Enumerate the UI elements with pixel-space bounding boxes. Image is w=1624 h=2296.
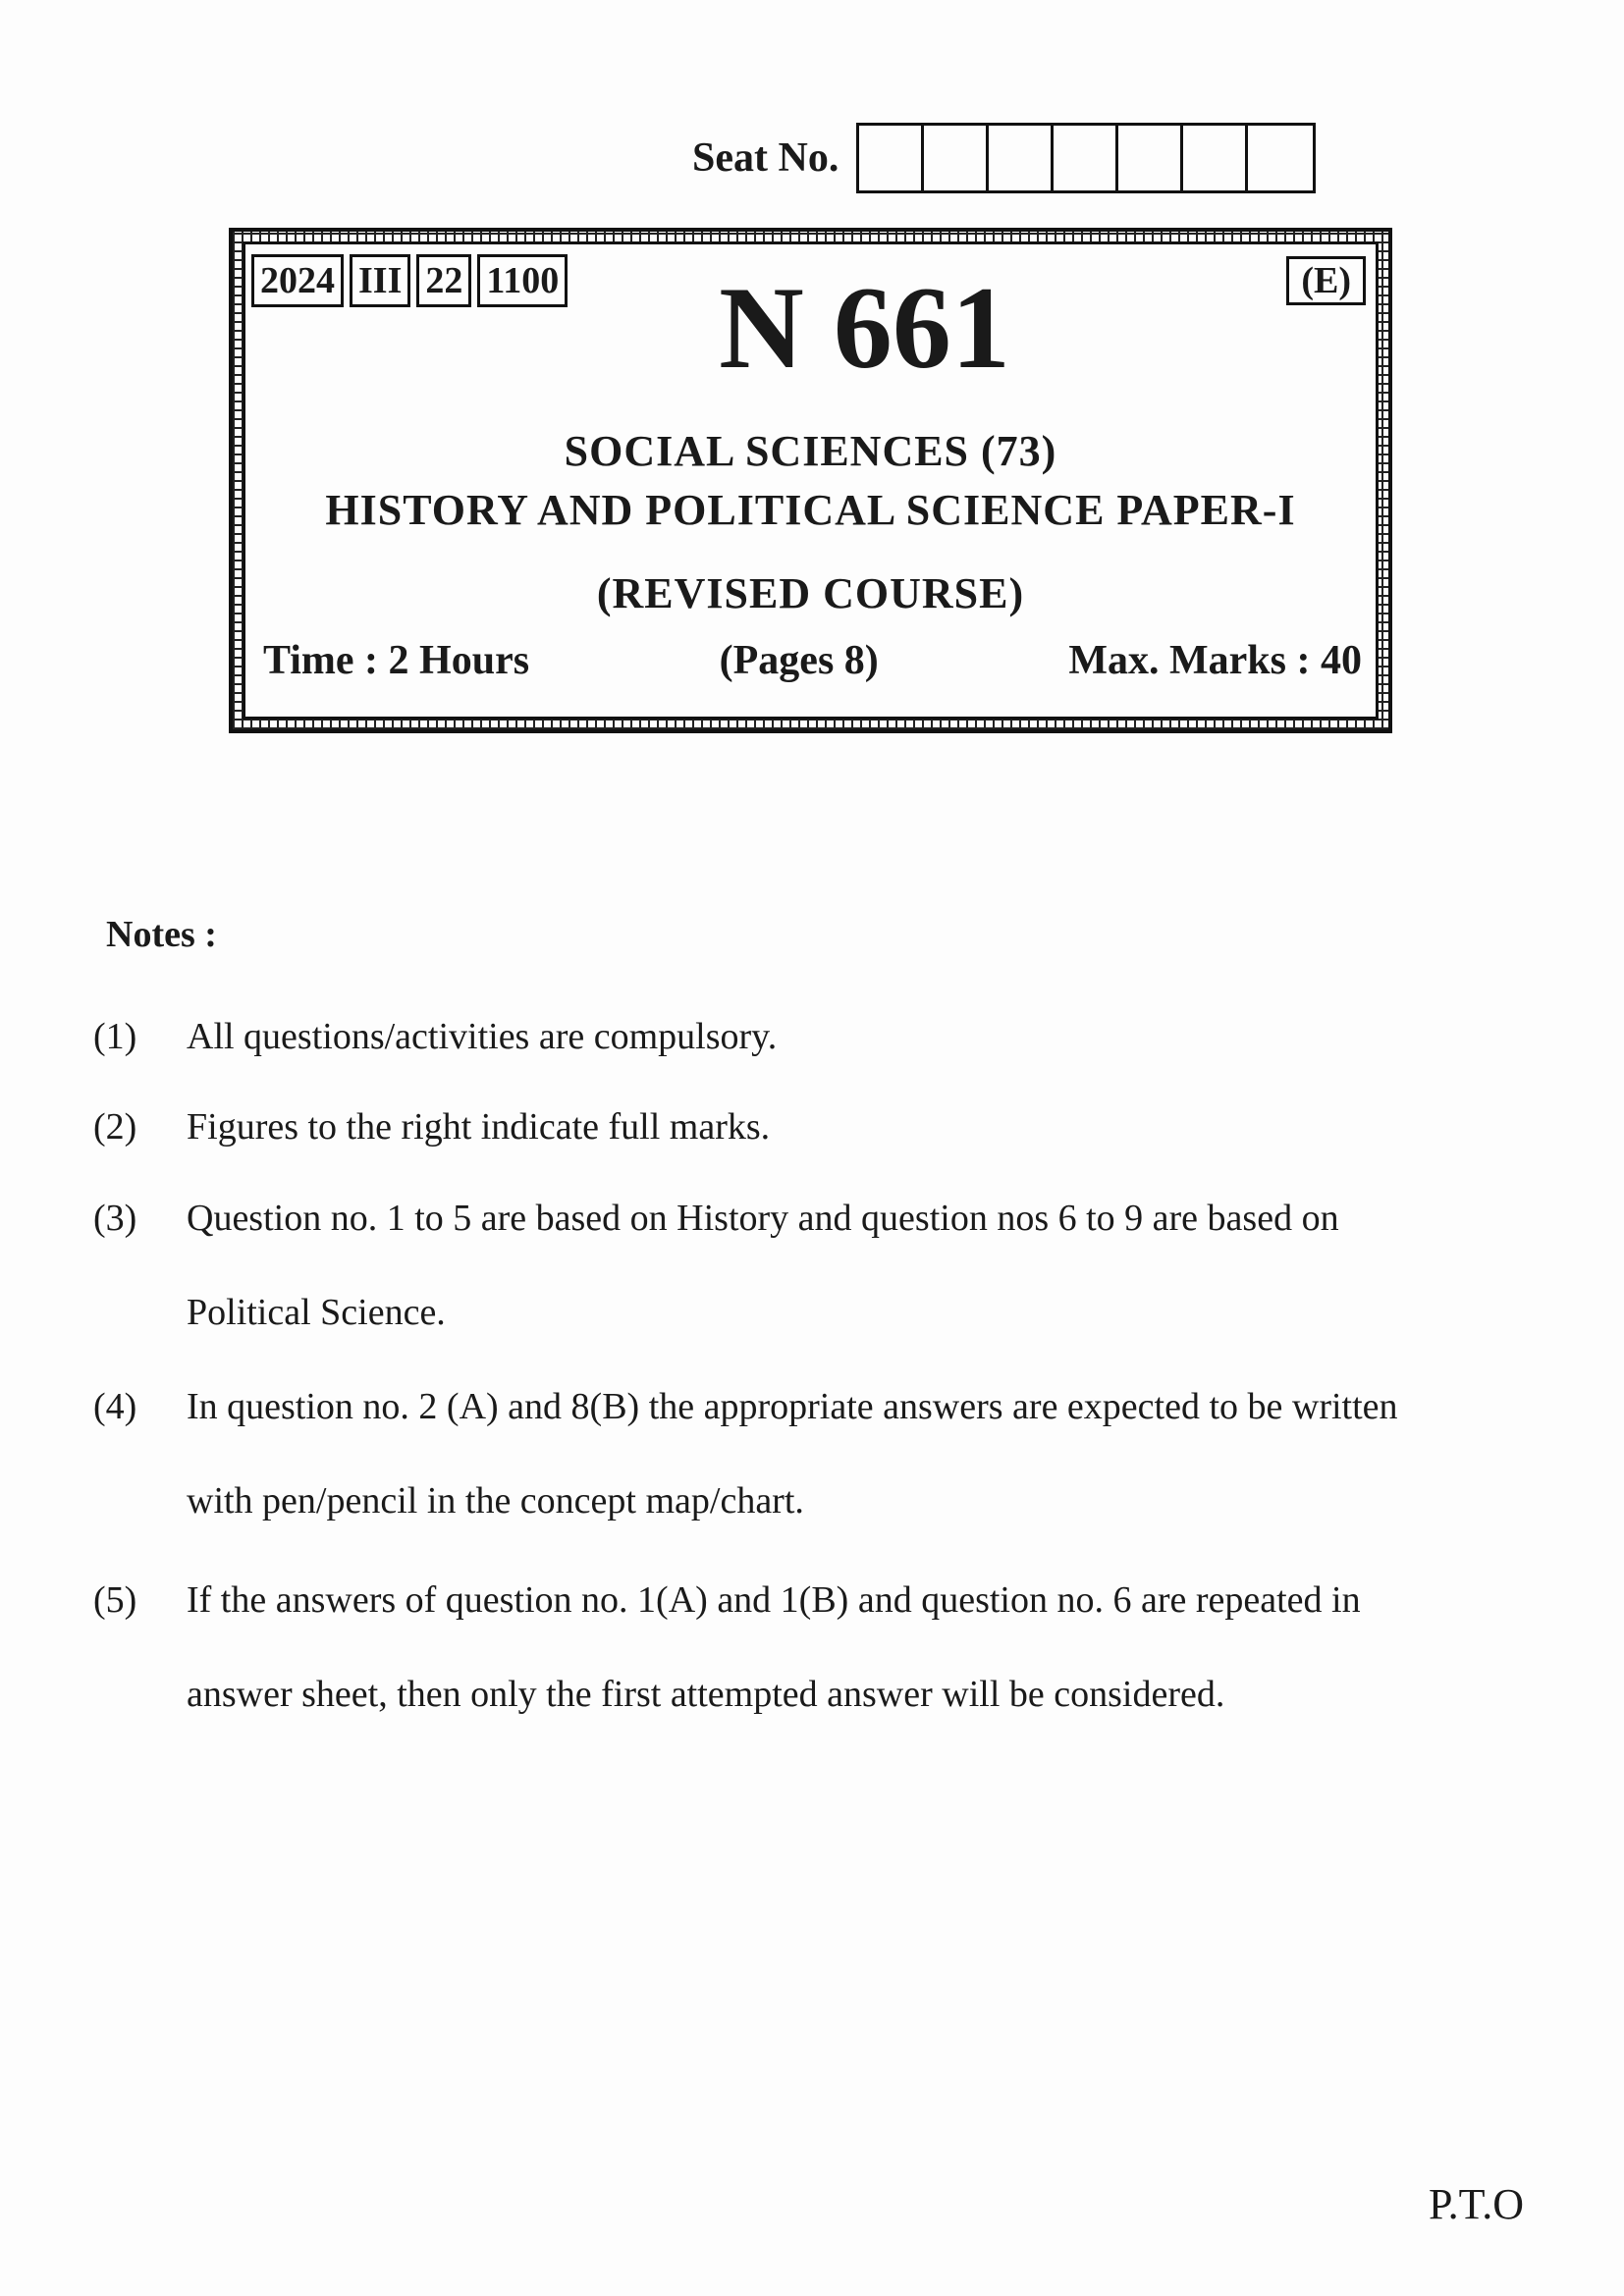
note-text: If the answers of question no. 1(A) and 1(B) and question no. 6 are repeated in answer sheet, then only the first attempted answer will be considered. (187, 1579, 1361, 1715)
seat-digit-box[interactable] (859, 126, 924, 190)
note-text: All questions/activities are compulsory. (187, 1016, 778, 1057)
note-number: (1) (93, 1016, 137, 1057)
seat-digit-box[interactable] (1054, 126, 1118, 190)
note-text: Figures to the right indicate full marks. (187, 1106, 771, 1148)
note-number: (4) (93, 1386, 137, 1427)
note-number: (3) (93, 1198, 137, 1239)
note-text: Question no. 1 to 5 are based on History and question nos 6 to 9 are based on Political Science. (187, 1198, 1339, 1333)
exam-day-code: 22 (416, 254, 471, 307)
note-number: (2) (93, 1106, 137, 1148)
course-label: (REVISED COURSE) (596, 569, 1025, 617)
notes-heading: Notes : (106, 914, 217, 955)
seat-digit-box[interactable] (1248, 126, 1313, 190)
seat-digit-box[interactable] (1118, 126, 1183, 190)
seat-digit-box[interactable] (924, 126, 989, 190)
exam-time-code: 1100 (477, 254, 568, 307)
exam-header-frame (229, 228, 1392, 733)
language-tag: (E) (1286, 256, 1366, 305)
exam-session-code: III (350, 254, 410, 307)
exam-duration: Time : 2 Hours (263, 638, 530, 683)
exam-header (243, 241, 1379, 720)
seat-number-label: Seat No. (692, 135, 839, 181)
note-text: In question no. 2 (A) and 8(B) the appropriate answers are expected to be written with pen/pencil in the concept map/chart. (187, 1386, 1398, 1522)
exam-meta-row (263, 637, 1362, 684)
seat-digit-box[interactable] (1183, 126, 1248, 190)
seat-digit-box[interactable] (989, 126, 1054, 190)
paper-code: N 661 (719, 262, 1010, 393)
paper-title: HISTORY AND POLITICAL SCIENCE PAPER-I (325, 486, 1296, 534)
page-count: (Pages 8) (719, 638, 879, 683)
subject-title: SOCIAL SCIENCES (73) (564, 427, 1057, 475)
seat-number-row (692, 123, 1316, 193)
seat-number-boxes[interactable] (856, 123, 1316, 193)
note-number: (5) (93, 1579, 137, 1621)
max-marks: Max. Marks : 40 (1068, 638, 1362, 683)
exam-year-code: 2024 (251, 254, 344, 307)
please-turn-over: P.T.O (1429, 2180, 1524, 2228)
